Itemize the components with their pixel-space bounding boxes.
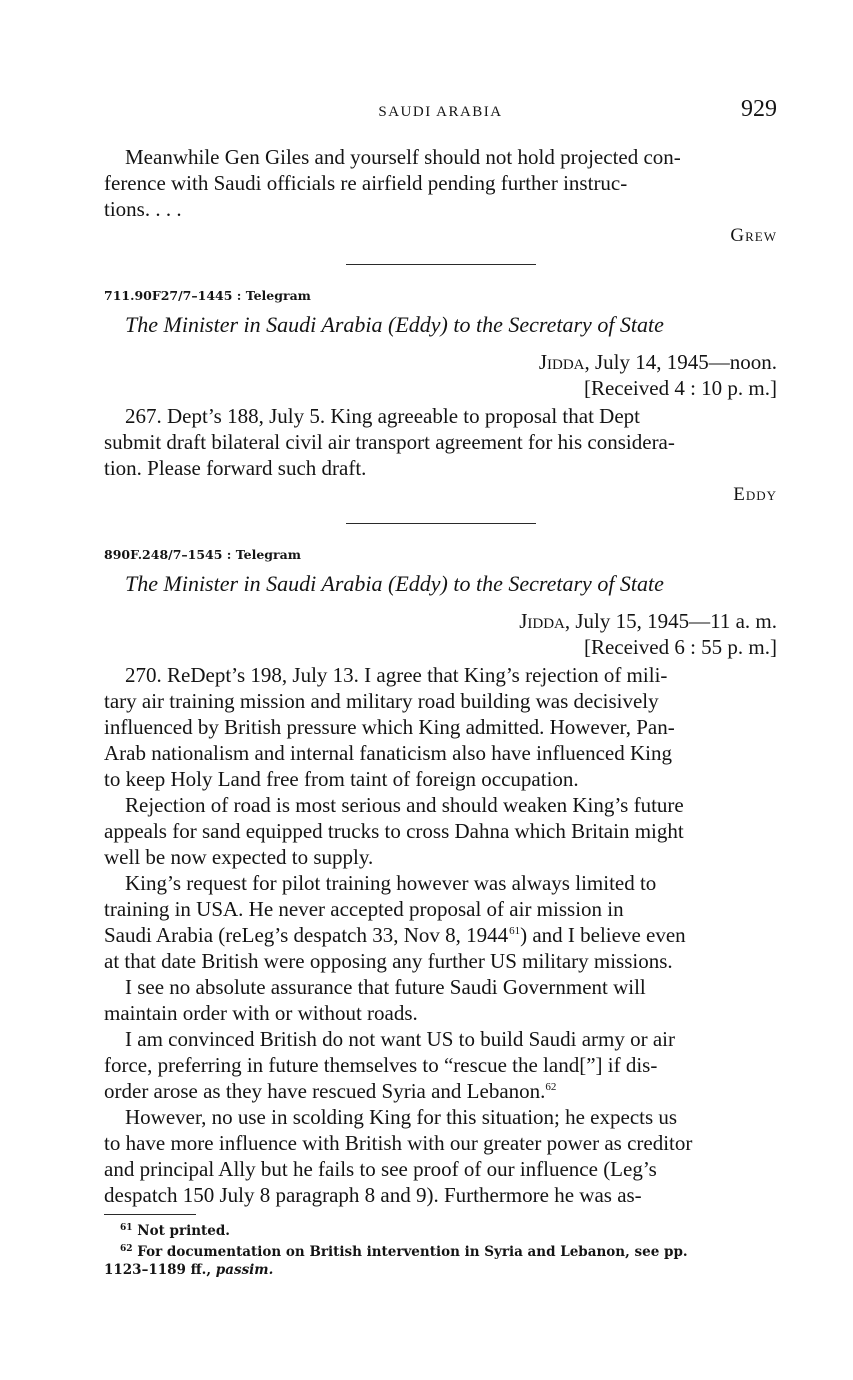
received-time: [Received 4 : 10 p. m.] bbox=[583, 376, 777, 400]
footnote-reference: 62 bbox=[545, 1081, 557, 1093]
text-line: Meanwhile Gen Giles and yourself should not hold projected con- bbox=[125, 145, 681, 169]
text-line: Rejection of road is most serious and should weaken King’s future bbox=[125, 793, 684, 817]
document-page bbox=[104, 96, 777, 1279]
text-segment: order arose as they have rescued Syria and Lebanon. bbox=[104, 1079, 546, 1103]
text-line: and principal Ally but he fails to see proof of our influence (Leg’s bbox=[104, 1157, 657, 1181]
signature-grew: Grew bbox=[730, 225, 777, 246]
text-line: force, preferring in future themselves to “rescue the land[”] if dis- bbox=[104, 1053, 658, 1077]
telegram-paragraph bbox=[104, 792, 777, 870]
text-line: well be now expected to supply. bbox=[104, 845, 374, 869]
telegram-paragraph bbox=[104, 1026, 777, 1104]
footnotes bbox=[104, 1219, 777, 1279]
page-number: 929 bbox=[741, 96, 777, 122]
text-line: I am convinced British do not want US to build Saudi army or air bbox=[125, 1027, 675, 1051]
dateline-place: Jidda bbox=[519, 609, 565, 633]
file-reference: 890F.248/7–1545 : Telegram bbox=[104, 547, 301, 562]
text-line: tion. Please forward such draft. bbox=[104, 456, 367, 480]
text-line bbox=[104, 923, 686, 947]
dateline-place: Jidda bbox=[538, 350, 585, 374]
opening-paragraph bbox=[104, 144, 777, 222]
dateline-date: , July 15, 1945—11 a. m. bbox=[564, 609, 777, 633]
footnote-text: 1123–1189 ff., bbox=[104, 1262, 216, 1278]
footnote-61 bbox=[104, 1219, 777, 1240]
footnote-text: For documentation on British intervention in Syria and Lebanon, see pp. bbox=[137, 1244, 688, 1260]
text-line: despatch 150 July 8 paragraph 8 and 9). Furthermore he was as- bbox=[104, 1183, 642, 1207]
running-title: SAUDI ARABIA bbox=[378, 104, 503, 120]
received-time: [Received 6 : 55 p. m.] bbox=[583, 635, 777, 659]
text-segment: ) and I believe even bbox=[520, 923, 686, 947]
text-line: ference with Saudi officials re airfield pending further instruc- bbox=[104, 171, 628, 195]
running-head bbox=[104, 96, 777, 126]
text-line: Arab nationalism and internal fanaticism also have influenced King bbox=[104, 741, 672, 765]
dateline-date: , July 14, 1945—noon. bbox=[584, 350, 777, 374]
text-line: 267. Dept’s 188, July 5. King agreeable to proposal that Dept bbox=[125, 404, 640, 428]
text-line: 270. ReDept’s 198, July 13. I agree that King’s rejection of mili- bbox=[125, 663, 668, 687]
text-line: training in USA. He never accepted proposal of air mission in bbox=[104, 897, 624, 921]
telegram-paragraph bbox=[104, 1104, 777, 1208]
telegram-body bbox=[104, 403, 777, 481]
text-line bbox=[104, 1079, 556, 1103]
text-segment: Saudi Arabia (reLeg’s despatch 33, Nov 8, 1944 bbox=[104, 923, 509, 947]
document-heading: The Minister in Saudi Arabia (Eddy) to the Secretary of State bbox=[125, 312, 664, 337]
telegram-paragraph bbox=[104, 870, 777, 974]
text-line: tions. . . . bbox=[104, 197, 182, 221]
text-line: I see no absolute assurance that future Saudi Government will bbox=[125, 975, 646, 999]
dateline bbox=[104, 608, 777, 634]
footnote-mark: 62 bbox=[120, 1244, 133, 1254]
telegram-paragraph bbox=[104, 974, 777, 1026]
dateline bbox=[104, 349, 777, 375]
document-heading: The Minister in Saudi Arabia (Eddy) to the Secretary of State bbox=[125, 571, 664, 596]
footnote-divider bbox=[104, 1214, 196, 1215]
file-reference: 711.90F27/7–1445 : Telegram bbox=[104, 288, 311, 303]
text-line: to have more influence with British with our greater power as creditor bbox=[104, 1131, 693, 1155]
footnote-62-continued bbox=[104, 1261, 777, 1279]
section-divider bbox=[346, 264, 536, 265]
footnote-text: Not printed. bbox=[137, 1223, 230, 1239]
signature-eddy: Eddy bbox=[733, 484, 777, 505]
section-divider bbox=[346, 523, 536, 524]
footnote-mark: 61 bbox=[120, 1223, 133, 1233]
footnote-reference: 61 bbox=[509, 925, 521, 937]
text-line: However, no use in scolding King for this situation; he expects us bbox=[125, 1105, 678, 1129]
text-line: submit draft bilateral civil air transport agreement for his considera- bbox=[104, 430, 675, 454]
text-line: appeals for sand equipped trucks to cross Dahna which Britain might bbox=[104, 819, 684, 843]
text-line: at that date British were opposing any further US military missions. bbox=[104, 949, 673, 973]
footnote-62 bbox=[104, 1240, 777, 1261]
telegram-paragraph bbox=[104, 662, 777, 792]
text-line: influenced by British pressure which King admitted. However, Pan- bbox=[104, 715, 675, 739]
text-line: tary air training mission and military road building was decisively bbox=[104, 689, 659, 713]
text-line: King’s request for pilot training however was always limited to bbox=[125, 871, 657, 895]
footnote-text-italic: passim. bbox=[215, 1262, 274, 1278]
text-line: maintain order with or without roads. bbox=[104, 1001, 418, 1025]
text-line: to keep Holy Land free from taint of foreign occupation. bbox=[104, 767, 579, 791]
